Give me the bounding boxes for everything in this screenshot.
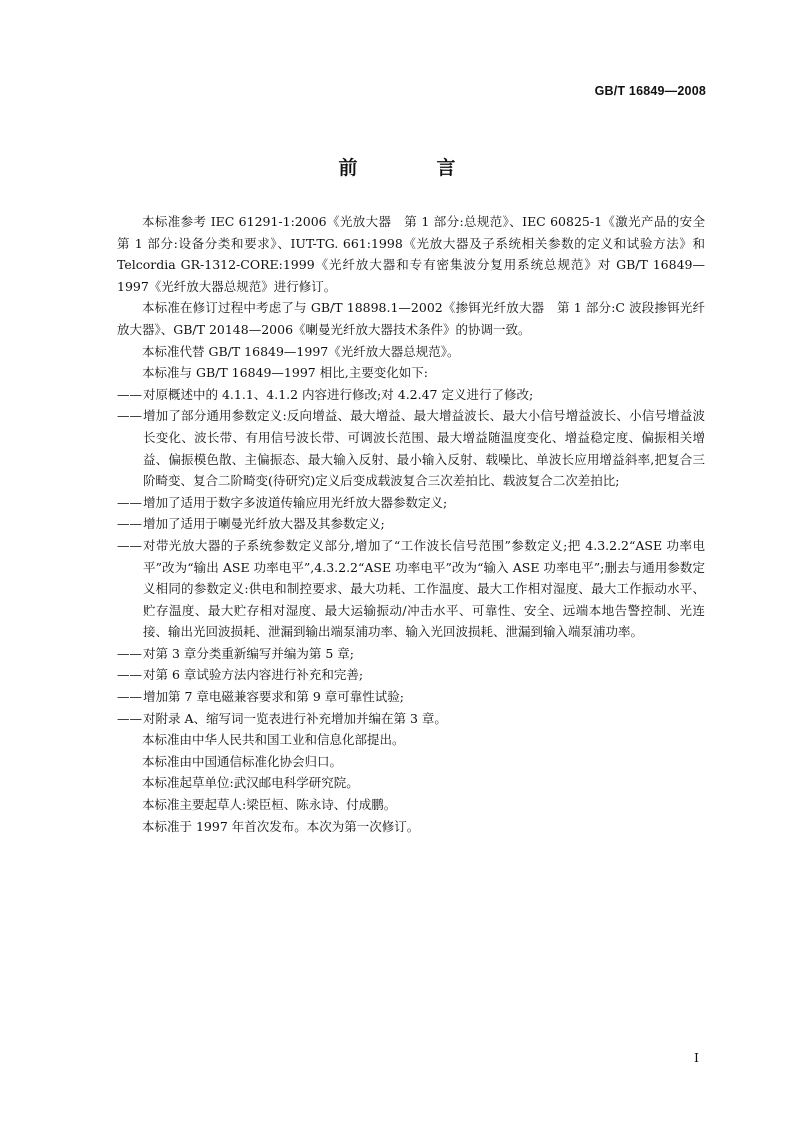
list-item bbox=[117, 708, 705, 730]
list-item-text: 增加第 7 章电磁兼容要求和第 9 章可靠性试验; bbox=[143, 689, 405, 705]
list-dash: —— bbox=[117, 516, 142, 532]
list-item bbox=[117, 405, 705, 491]
list-item bbox=[117, 492, 705, 514]
paragraph: 本标准与 GB/T 16849—1997 相比,主要变化如下: bbox=[142, 365, 428, 381]
page-number: I bbox=[694, 1050, 699, 1065]
list-item-text: 对原概述中的 4.1.1、4.1.2 内容进行修改;对 4.2.47 定义进行了修改; bbox=[143, 386, 534, 402]
list-item bbox=[117, 384, 705, 406]
list-dash: —— bbox=[117, 645, 142, 661]
document-body bbox=[117, 211, 718, 837]
paragraph: 本标准在修订过程中考虑了与 GB/T 18898.1—2002《掺铒光纤放大器 第 1 部分:C 波段掺铒光纤放大器》、GB/T 20148—2006《喇曼光纤放大器技术条件》的协调一致。 bbox=[117, 300, 705, 337]
list-item-text: 对带光放大器的子系统参数定义部分,增加了“工作波长信号范围”参数定义;把 4.3.2.2“ASE 功率电平”改为“输出 ASE 功率电平”,4.3.2.2“ASE 功率电平”改为“输入 ASE 功率电平”;删去与通用参数定义相同的参数定义:供电和制控要求、最大功耗、工作温度、最大工作相对湿度、最大工作振动水平、贮存温度、最大贮存相对湿度、最大运输振动/冲击水平、可靠性、安全、远端本地告警控制、光连接、输出光回波损耗、泄漏到输出端泵浦功率、输入光回波损耗、泄漏到输入端泵浦功率。 bbox=[143, 537, 705, 640]
list-dash: —— bbox=[117, 386, 142, 402]
paragraph: 本标准代替 GB/T 16849—1997《光纤放大器总规范》。 bbox=[142, 343, 460, 359]
list-dash: —— bbox=[117, 710, 142, 726]
paragraph: 本标准起草单位:武汉邮电科学研究院。 bbox=[142, 775, 359, 791]
list-item bbox=[117, 513, 705, 535]
list-item-text: 对附录 A、缩写词一览表进行补充增加并编在第 3 章。 bbox=[143, 710, 447, 726]
paragraph: 本标准主要起草人:梁臣桓、陈永诗、付成鹏。 bbox=[142, 797, 397, 813]
list-dash: —— bbox=[117, 667, 142, 683]
list-item bbox=[117, 664, 705, 686]
standard-code: GB/T 16849—2008 bbox=[594, 84, 706, 98]
list-item-text: 增加了部分通用参数定义:反向增益、最大增益、最大增益波长、最大小信号增益波长、小信号增益波长变化、波长带、有用信号波长带、可调波长范围、最大增益随温度变化、增益稳定度、偏振相关增益、偏振模色散、主偏振态、最大输入反射、最小输入反射、载噪比、单波长应用增益斜率,把复合三阶畸变、复合二阶畸变(待研究)定义后变成载波复合三次差拍比、载波复合二次差拍比; bbox=[143, 408, 705, 489]
list-item-text: 增加了适用于喇曼光纤放大器及其参数定义; bbox=[143, 516, 385, 532]
list-item-text: 增加了适用于数字多波道传输应用光纤放大器参数定义; bbox=[143, 494, 448, 510]
list-dash: —— bbox=[117, 408, 142, 424]
list-dash: —— bbox=[117, 689, 142, 705]
paragraph: 本标准由中国通信标准化协会归口。 bbox=[142, 753, 343, 769]
list-item bbox=[117, 535, 705, 643]
list-item bbox=[117, 686, 705, 708]
paragraph: 本标准参考 IEC 61291-1:2006《光放大器 第 1 部分:总规范》、IEC 60825-1《激光产品的安全 第 1 部分:设备分类和要求》、IUT-TG. 661:1998《光放大器及子系统相关参数的定义和试验方法》和 Telcordia GR-1312-CORE:1999《光纤放大器和专有密集波分复用系统总规范》对 GB/T 16849—1997《光纤放大器总规范》进行修订。 bbox=[117, 214, 718, 294]
list-dash: —— bbox=[117, 494, 142, 510]
list-item bbox=[117, 643, 705, 665]
paragraph: 本标准由中华人民共和国工业和信息化部提出。 bbox=[142, 732, 405, 748]
paragraph: 本标准于 1997 年首次发布。本次为第一次修订。 bbox=[142, 818, 420, 834]
list-item-text: 对第 6 章试验方法内容进行补充和完善; bbox=[143, 667, 364, 683]
page-title: 前 言 bbox=[338, 157, 486, 179]
list-dash: —— bbox=[117, 537, 142, 553]
list-item-text: 对第 3 章分类重新编写并编为第 5 章; bbox=[143, 645, 355, 661]
